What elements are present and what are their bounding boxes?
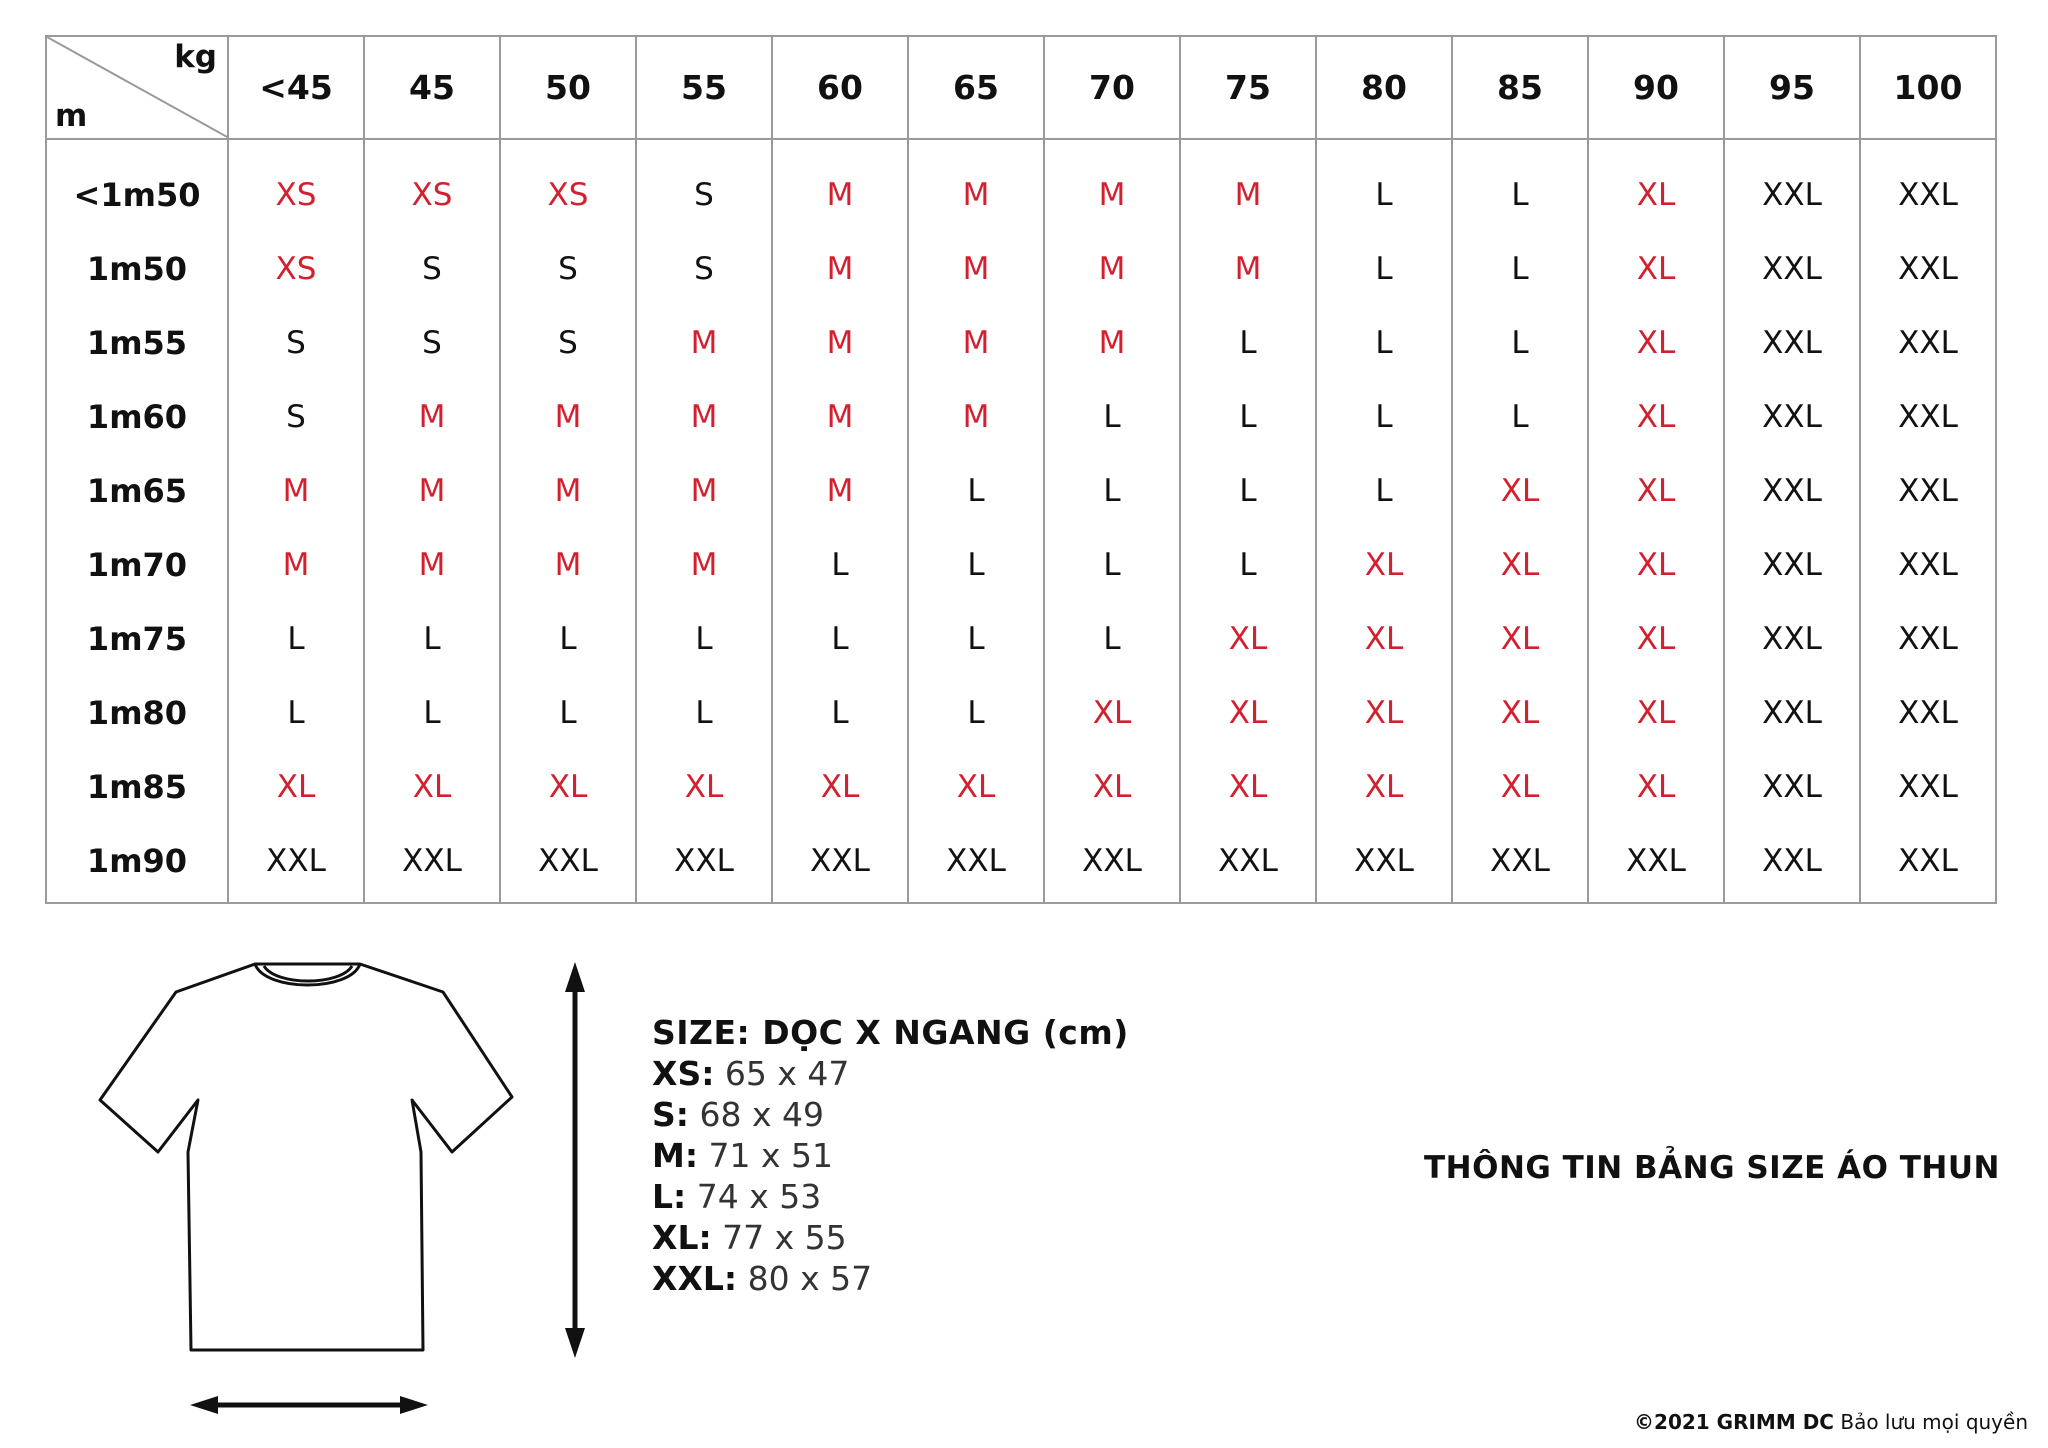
size-cell: XL [1180,676,1316,750]
measurement-line [652,1135,1129,1176]
table-row [46,602,1996,676]
weight-header-cell: 45 [364,36,500,139]
measurement-line [652,1258,1129,1299]
height-label: 1m80 [86,694,188,732]
size-cell: XL [1316,676,1452,750]
size-cell: S [500,232,636,306]
size-cell: M [908,158,1044,232]
size-cell: M [1180,232,1316,306]
size-cell: M [772,158,908,232]
size-cell: L [1180,306,1316,380]
size-cell: M [1180,158,1316,232]
height-label: 1m90 [86,842,188,880]
table-corner [46,36,228,139]
weight-header-cell: 75 [1180,36,1316,139]
size-cell: M [228,528,364,602]
size-cell: XXL [1860,232,1996,306]
size-cell: L [1452,306,1588,380]
size-cell: M [772,306,908,380]
size-cell: L [772,602,908,676]
size-cell: M [500,454,636,528]
size-cell: XL [1588,750,1724,824]
measurement-size: L: [652,1177,687,1216]
size-cell: XL [1588,676,1724,750]
copyright-notice [1634,1410,2028,1434]
measurement-items [652,1053,1129,1299]
size-cell: XXL [1724,454,1860,528]
weight-header-cell: 95 [1724,36,1860,139]
size-cell: XL [1588,380,1724,454]
size-cell: XXL [1860,528,1996,602]
size-cell: XXL [1724,158,1860,232]
size-cell: XXL [1860,824,1996,898]
size-cell: L [1044,528,1180,602]
size-cell: XS [228,232,364,306]
size-cell: S [636,232,772,306]
size-cell: L [1180,380,1316,454]
copyright-text: Bảo lưu mọi quyền [1840,1410,2028,1434]
size-cell: M [364,528,500,602]
measurement-value: 80 x 57 [747,1259,873,1298]
size-cell: XL [1452,750,1588,824]
size-cell: XXL [1860,158,1996,232]
size-cell: XXL [1180,824,1316,898]
size-cell: XXL [1724,528,1860,602]
size-cell: S [228,380,364,454]
size-cell: XL [1044,676,1180,750]
height-label: <1m50 [73,176,201,214]
size-cell: XXL [364,824,500,898]
size-cell: XXL [1860,750,1996,824]
measurement-title: SIZE: DỌC X NGANG (cm) [652,1013,1129,1052]
height-label: 1m65 [86,472,188,510]
measurement-line [652,1176,1129,1217]
size-cell: XL [1588,454,1724,528]
size-cell: L [908,602,1044,676]
measurement-size: XL: [652,1218,712,1257]
height-label: 1m55 [86,324,188,362]
vertical-arrow-icon [565,962,585,1358]
size-cell: XXL [1860,676,1996,750]
size-cell: XL [500,750,636,824]
size-cell: XL [1316,750,1452,824]
size-cell: S [636,158,772,232]
size-cell: M [364,454,500,528]
size-cell: XL [1452,676,1588,750]
tshirt-outline-icon [100,964,512,1350]
size-cell: M [772,454,908,528]
size-cell: XL [772,750,908,824]
size-cell: L [1044,454,1180,528]
size-cell: L [364,676,500,750]
measurement-size: XXL: [652,1259,738,1298]
size-cell: L [1316,306,1452,380]
size-cell: L [1044,380,1180,454]
height-label: 1m60 [86,398,188,436]
table-row [46,454,1996,528]
size-cell: XXL [1044,824,1180,898]
size-info-title: THÔNG TIN BẢNG SIZE ÁO THUN [1424,1150,2000,1186]
size-cell: L [228,676,364,750]
size-cell: M [228,454,364,528]
weight-header-cell: 85 [1452,36,1588,139]
size-cell: XL [1044,750,1180,824]
size-cell: XXL [1724,602,1860,676]
measurement-value: 65 x 47 [724,1054,850,1093]
size-cell: M [636,528,772,602]
size-cell: L [636,602,772,676]
size-cell: M [636,306,772,380]
table-row [46,306,1996,380]
weight-header-cell: 65 [908,36,1044,139]
size-cell: XXL [1724,750,1860,824]
weight-header-row [46,36,1996,139]
size-cell: XL [908,750,1044,824]
size-cell: XL [636,750,772,824]
weight-header-cell: 55 [636,36,772,139]
size-cell: XL [1588,306,1724,380]
size-cell: L [1316,380,1452,454]
size-cell: L [1316,158,1452,232]
table-row [46,380,1996,454]
size-cell: L [364,602,500,676]
size-cell: XL [1588,528,1724,602]
size-cell: L [1452,158,1588,232]
measurement-size: XS: [652,1054,715,1093]
size-cell: XXL [1316,824,1452,898]
size-cell: L [772,676,908,750]
size-cell: XL [1316,602,1452,676]
height-label: 1m85 [86,768,188,806]
size-cell: L [1452,380,1588,454]
size-cell: L [908,454,1044,528]
size-cell: XL [1452,602,1588,676]
height-label: 1m50 [86,250,188,288]
size-cell: XXL [228,824,364,898]
weight-header-cell: <45 [228,36,364,139]
height-label: 1m70 [86,546,188,584]
weight-header-cell: 90 [1588,36,1724,139]
copyright-brand: ©2021 GRIMM DC [1634,1410,1834,1434]
size-cell: XXL [1860,306,1996,380]
size-cell: M [772,232,908,306]
size-cell: XXL [1860,454,1996,528]
measurement-value: 71 x 51 [708,1136,834,1175]
size-cell: L [500,602,636,676]
spacer-row [46,898,1996,903]
size-cell: XL [1180,750,1316,824]
size-cell: M [500,528,636,602]
tshirt-diagram [0,940,640,1440]
size-cell: XS [500,158,636,232]
size-cell: XXL [500,824,636,898]
size-cell: M [500,380,636,454]
size-cell: L [636,676,772,750]
size-cell: XL [1180,602,1316,676]
size-cell: XL [1452,454,1588,528]
size-cell: L [1044,602,1180,676]
size-cell: L [228,602,364,676]
size-cell: M [636,380,772,454]
size-cell: L [1180,528,1316,602]
measurement-value: 74 x 53 [696,1177,822,1216]
size-cell: XL [1588,602,1724,676]
size-cell: L [1180,454,1316,528]
measurement-list [652,1012,1129,1299]
size-cell: L [1316,454,1452,528]
size-cell: XXL [1724,676,1860,750]
table-row [46,824,1996,898]
size-cell: XXL [772,824,908,898]
size-cell: XXL [1724,232,1860,306]
size-cell: XL [228,750,364,824]
size-cell: XXL [636,824,772,898]
measurement-line [652,1053,1129,1094]
size-chart-table [45,35,1997,904]
spacer-row [46,139,1996,158]
weight-header-cell: 80 [1316,36,1452,139]
size-cell: XS [228,158,364,232]
size-cell: XL [1316,528,1452,602]
size-cell: M [636,454,772,528]
size-cell: L [908,528,1044,602]
size-cell: M [908,232,1044,306]
size-cell: M [908,380,1044,454]
table-row [46,232,1996,306]
horizontal-arrow-icon [190,1396,428,1414]
measurement-line [652,1217,1129,1258]
size-cell: L [1452,232,1588,306]
weight-header-cell: 100 [1860,36,1996,139]
size-cell: XXL [1724,306,1860,380]
size-cell: XL [1588,158,1724,232]
size-cell: XL [1588,232,1724,306]
size-cell: XXL [1588,824,1724,898]
height-label: 1m75 [86,620,188,658]
measurement-size: M: [652,1136,699,1175]
size-cell: L [500,676,636,750]
table-row [46,528,1996,602]
size-cell: XXL [1724,380,1860,454]
size-cell: M [1044,306,1180,380]
size-cell: XXL [1860,380,1996,454]
size-cell: XS [364,158,500,232]
size-cell: S [228,306,364,380]
size-cell: M [1044,232,1180,306]
weight-header-cell: 60 [772,36,908,139]
measurement-size: S: [652,1095,689,1134]
table-row [46,750,1996,824]
size-cell: XXL [1724,824,1860,898]
corner-kg-label: kg [174,39,217,75]
measurement-line [652,1094,1129,1135]
size-cell: XXL [908,824,1044,898]
size-cell: M [908,306,1044,380]
size-cell: XXL [1860,602,1996,676]
size-cell: S [364,306,500,380]
size-cell: L [772,528,908,602]
size-cell: M [1044,158,1180,232]
table-row [46,676,1996,750]
size-cell: L [1316,232,1452,306]
size-cell: S [364,232,500,306]
size-cell: XL [364,750,500,824]
table-row [46,158,1996,232]
weight-header-cell: 70 [1044,36,1180,139]
size-cell: XL [1452,528,1588,602]
size-cell: M [772,380,908,454]
size-cell: S [500,306,636,380]
size-cell: XXL [1452,824,1588,898]
size-cell: M [364,380,500,454]
measurement-value: 77 x 55 [722,1218,847,1257]
weight-header-cell: 50 [500,36,636,139]
corner-m-label: m [55,98,88,134]
size-cell: L [908,676,1044,750]
measurement-value: 68 x 49 [699,1095,824,1134]
